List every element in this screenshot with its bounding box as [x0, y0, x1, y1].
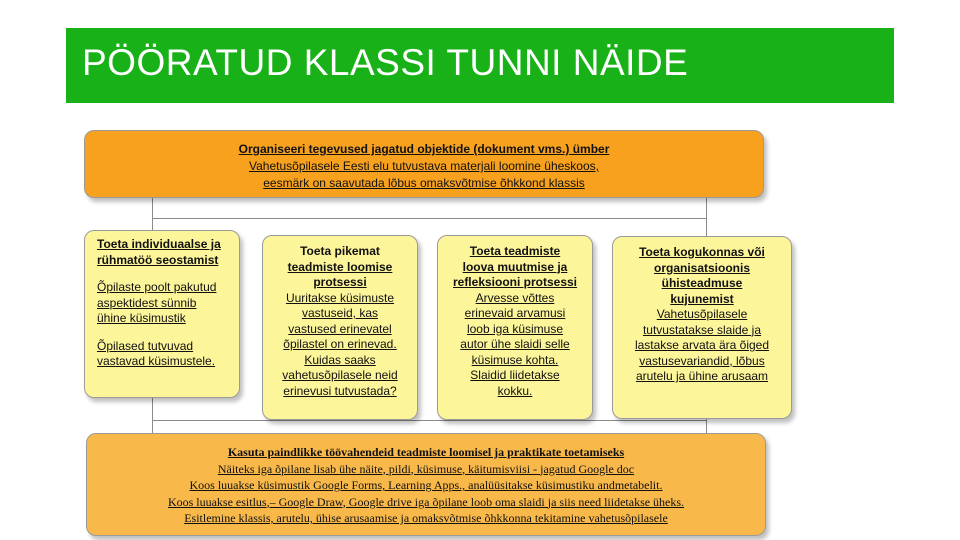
connector-horizontal-upper: [152, 218, 707, 219]
top-box-line: eesmärk on saavutada lõbus omaksvõtmise õhkkond klassis: [263, 176, 585, 190]
box-text: õpilastel on erinevad.: [283, 337, 397, 351]
box-text: Slaidid liidetakse: [470, 368, 560, 382]
box-text: aspektidest sünnib: [97, 295, 197, 310]
box-text: ühine küsimustik: [97, 311, 186, 325]
top-box-line: Organiseeri tegevused jagatud objektide (dokument vms.) ümber: [238, 142, 610, 156]
box-heading: rühmatöö seostamist: [97, 252, 219, 267]
top-box: [84, 130, 764, 198]
box-text: vastuseid, kas: [301, 306, 379, 320]
box-text: kokku.: [497, 383, 533, 398]
bottom-box-line: Koos luuakse esitlus,– Google Draw, Google drive iga õpilane loob oma slaidi ja siis need liidetakse üheks.: [167, 494, 685, 509]
box-text: Arvesse võttes: [475, 290, 555, 305]
box-text: Kuidas saaks: [304, 352, 376, 367]
box-heading: kujunemist: [670, 291, 734, 306]
middle-box-1: [84, 230, 240, 398]
box-heading: Toeta teadmiste: [469, 244, 561, 258]
box-text: vastavad küsimustele.: [97, 354, 216, 368]
box-heading: Toeta pikemat: [300, 244, 380, 258]
bottom-box: [86, 433, 766, 536]
bottom-box-heading: Kasuta paindlikke töövahendeid teadmiste loomisel ja praktikate toetamiseks: [227, 445, 625, 459]
box-text: vastusevariandid, lõbus: [639, 353, 765, 368]
box-text: Õpilased tutvuvad: [97, 338, 194, 353]
middle-box-3: [437, 235, 593, 420]
box-text: arutelu ja ühine arusaam: [635, 369, 769, 383]
box-text: vahetusõpilasele neid: [282, 368, 398, 382]
box-heading: organisatsioonis: [653, 260, 751, 275]
connector-horizontal-lower: [152, 420, 707, 421]
slide-title: PÖÖRATUD KLASSI TUNNI NÄIDE: [82, 42, 689, 83]
box-heading: loova muutmise ja: [462, 259, 568, 274]
box-text: vastused erinevatel: [288, 321, 392, 336]
box-text: Uuritakse küsimuste: [285, 290, 395, 305]
box-heading: protsessi: [313, 275, 367, 289]
middle-box-4: [612, 236, 792, 419]
box-heading: ühisteadmuse: [661, 276, 743, 290]
bottom-box-line: Näiteks iga õpilane lisab ühe näite, pildi, küsimuse, käitumisviisi - jagatud Google doc: [217, 461, 635, 476]
title-bar: [66, 28, 894, 103]
bottom-box-line: Esitlemine klassis, arutelu, ühise arusaamise ja omaksvõtmise õhkkonna tekitamine vahetusõpilasele: [184, 511, 668, 525]
box-text: küsimuse kohta.: [471, 352, 559, 367]
bottom-box-line: Koos luuakse küsimustik Google Forms, Learning Apps., analüüsitakse küsimustiku andmetabelit.: [189, 478, 663, 492]
top-box-line: Vahetusõpilasele Eesti elu tutvustava materjali loomine üheskoos,: [249, 159, 599, 173]
box-text: erinevusi tutvustada?: [283, 383, 397, 398]
box-heading: Toeta individuaalse ja: [97, 237, 221, 251]
box-heading: teadmiste loomise: [287, 259, 393, 274]
box-text: erinevaid arvamusi: [464, 306, 566, 320]
box-text: autor ühe slaidi selle: [460, 337, 570, 351]
box-text: Õpilaste poolt pakutud: [97, 280, 217, 294]
middle-box-2: [262, 235, 418, 420]
box-text: Vahetusõpilasele: [656, 307, 748, 321]
box-text: loob iga küsimuse: [466, 321, 564, 336]
box-text: tutvustatakse slaide ja: [642, 322, 762, 337]
box-heading: refleksiooni protsessi: [452, 275, 578, 289]
box-heading: Toeta kogukonnas või: [639, 245, 765, 259]
box-text: lastakse arvata ära õiged: [634, 338, 770, 352]
